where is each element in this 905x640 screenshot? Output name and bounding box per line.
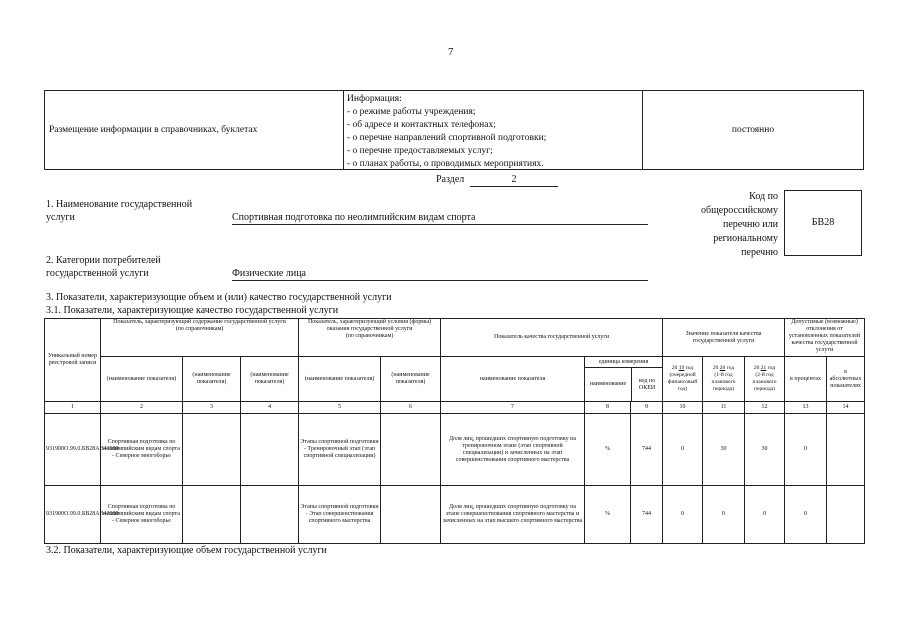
consumers-label-line2: государственной услуги: [46, 268, 149, 279]
info-line: Информация:: [347, 94, 402, 104]
col-number: 10: [663, 402, 703, 414]
cell-empty: [183, 486, 241, 544]
info-table: [44, 90, 864, 170]
header-name-of: (наименование показателя): [101, 357, 183, 402]
info-line: - о планах работы, о проводимых мероприятиях.: [347, 159, 544, 169]
cell-registry: 931900О.99.0.БВ28АВ41000: [45, 414, 101, 486]
header-conditions-title: Показатель, характеризующий условия (формы) оказания государственной услуги: [307, 319, 432, 332]
cell-content: Спортивная подготовка по неолимпийским видам спорта - Северное многоборье: [101, 486, 183, 544]
quality-table: [44, 318, 865, 544]
info-right-text: постоянно: [731, 125, 775, 135]
cell-empty: [241, 414, 299, 486]
info-line: - о режиме работы учреждения;: [347, 107, 476, 117]
col-number: 1: [45, 402, 101, 414]
cell-empty: [183, 414, 241, 486]
year1-a: 20: [671, 365, 678, 371]
column-number-row: [45, 402, 865, 414]
header-content: [101, 319, 299, 357]
year3-a: 20: [753, 365, 760, 371]
cell-deviation-abs: [827, 486, 865, 544]
cell-empty: [381, 414, 441, 486]
cell-unit: %: [585, 486, 631, 544]
heading-3-2: 3.2. Показатели, характеризующие объем государственной услуги: [46, 545, 327, 556]
col-number: 2: [101, 402, 183, 414]
table-row: [45, 414, 865, 486]
cell-indicator: Доля лиц, прошедших спортивную подготовку на этапе совершенствования спортивного мастерства и зачисленных на этап высшего спортивного мастерства: [441, 486, 585, 544]
code-value: БВ28: [811, 217, 835, 228]
page-number: 7: [448, 46, 454, 58]
service-label-line1: 1. Наименование государственной: [46, 199, 193, 210]
year1-c: год: [685, 365, 694, 371]
cell-condition: Этапы спортивной подготовки - Тренировочный этап (этап спортивной специализации): [299, 414, 381, 486]
header-quality: Показатель качества государственной услуги: [441, 319, 663, 357]
section-number: 2: [470, 174, 558, 187]
header-name-of: (наименование показателя): [241, 357, 299, 402]
info-line: - о перечне предоставляемых услуг;: [347, 146, 493, 156]
header-absolute: в абсолютных показателях: [827, 357, 865, 402]
consumers-value: Физические лица: [232, 268, 648, 281]
header-conditions: [299, 319, 441, 357]
col-number: 6: [381, 402, 441, 414]
info-left-text: Размещение информации в справочниках, буклетах: [49, 125, 258, 135]
header-indicator-name: наименование показателя: [441, 357, 585, 402]
year1-b: 19: [678, 365, 685, 371]
header-unit: единица измерения: [585, 357, 662, 368]
header-conditions-sub: (по справочникам): [345, 333, 394, 339]
consumers-label-line1: 2. Категории потребителей: [46, 255, 161, 266]
cell-value-year2: 0: [703, 486, 745, 544]
year3-d: (2-й год планового периода): [752, 372, 777, 392]
header-year2: [703, 357, 745, 402]
code-label: [666, 190, 778, 260]
info-right-cell: [643, 91, 863, 169]
info-line: - об адресе и контактных телефонах;: [347, 120, 496, 130]
year1-d: (очередной финансовый год): [667, 372, 698, 392]
cell-value-year3: 30: [745, 414, 785, 486]
col-number: 9: [631, 402, 663, 414]
col-number: 12: [745, 402, 785, 414]
cell-deviation-abs: [827, 414, 865, 486]
cell-registry: 931900О.99.0.БВ28АВ42000: [45, 486, 101, 544]
cell-content: Спортивная подготовка по неолимпийским видам спорта - Северное многоборье: [101, 414, 183, 486]
col-number: 11: [703, 402, 745, 414]
header-content-title: Показатель, характеризующий содержание государственной услуги: [113, 319, 286, 325]
header-registry: Уникальный номер реестровой записи: [45, 319, 101, 402]
header-okei: код по ОКЕИ: [638, 377, 656, 391]
header-percent: в процентах: [785, 357, 827, 402]
cell-empty: [381, 486, 441, 544]
header-name-of: (наименование показателя): [183, 357, 241, 402]
year2-c: год: [726, 365, 735, 371]
cell-condition: Этапы спортивной подготовки - Этап совершенствования спортивного мастерства: [299, 486, 381, 544]
code-label-line: региональному: [713, 233, 778, 244]
col-number: 7: [441, 402, 585, 414]
col-number: 13: [785, 402, 827, 414]
year3-c: год: [767, 365, 776, 371]
header-unit-group: [585, 357, 663, 402]
heading-3-1: 3.1. Показатели, характеризующие качество государственной услуги: [46, 305, 339, 316]
cell-empty: [241, 486, 299, 544]
year3-b: 21: [760, 365, 767, 371]
cell-value-year1: 0: [663, 414, 703, 486]
header-deviation: Допустимые (возможные) отклонения от установленных показателей качества государственной услуги: [785, 319, 865, 357]
info-line: - о перечне направлений спортивной подготовки;: [347, 133, 547, 143]
cell-value-year2: 30: [703, 414, 745, 486]
code-label-line: перечню: [741, 247, 778, 258]
code-label-line: перечню или: [722, 219, 778, 230]
info-left-cell: [45, 91, 344, 169]
cell-indicator: Доля лиц, прошедших спортивную подготовку на тренировочном этапе (этап спортивной специализации) и зачисленных на этап совершенствования спортивного мастерства: [441, 414, 585, 486]
code-label-line: общероссийскому: [701, 205, 778, 216]
code-label-line: Код по: [749, 191, 778, 202]
header-value: Значение показателя качества государственной услуги: [663, 319, 785, 357]
cell-okei: 744: [631, 414, 663, 486]
col-number: 5: [299, 402, 381, 414]
year2-b: 20: [719, 365, 726, 371]
col-number: 3: [183, 402, 241, 414]
header-content-sub: (по справочникам): [175, 326, 224, 332]
header-year3: [745, 357, 785, 402]
year2-d: (1-й год планового периода): [711, 372, 736, 392]
info-middle-cell: [343, 91, 643, 169]
heading-3: 3. Показатели, характеризующие объем и (или) качество государственной услуги: [46, 292, 392, 303]
header-year1: [663, 357, 703, 402]
header-unit-name: наименование: [585, 368, 632, 401]
table-row: [45, 486, 865, 544]
year2-a: 20: [712, 365, 719, 371]
cell-value-year3: 0: [745, 486, 785, 544]
header-name-of: (наименование показателя): [299, 357, 381, 402]
service-label-line2: услуги: [46, 212, 75, 223]
col-number: 8: [585, 402, 631, 414]
cell-value-year1: 0: [663, 486, 703, 544]
col-number: 14: [827, 402, 865, 414]
code-box: [784, 190, 862, 256]
cell-deviation-pct: 0: [785, 486, 827, 544]
service-name-value: Спортивная подготовка по неолимпийским видам спорта: [232, 212, 648, 225]
cell-deviation-pct: 0: [785, 414, 827, 486]
col-number: 4: [241, 402, 299, 414]
cell-unit: %: [585, 414, 631, 486]
section-label: Раздел: [436, 174, 465, 185]
cell-okei: 744: [631, 486, 663, 544]
header-name-of: (наименование показателя): [381, 357, 441, 402]
